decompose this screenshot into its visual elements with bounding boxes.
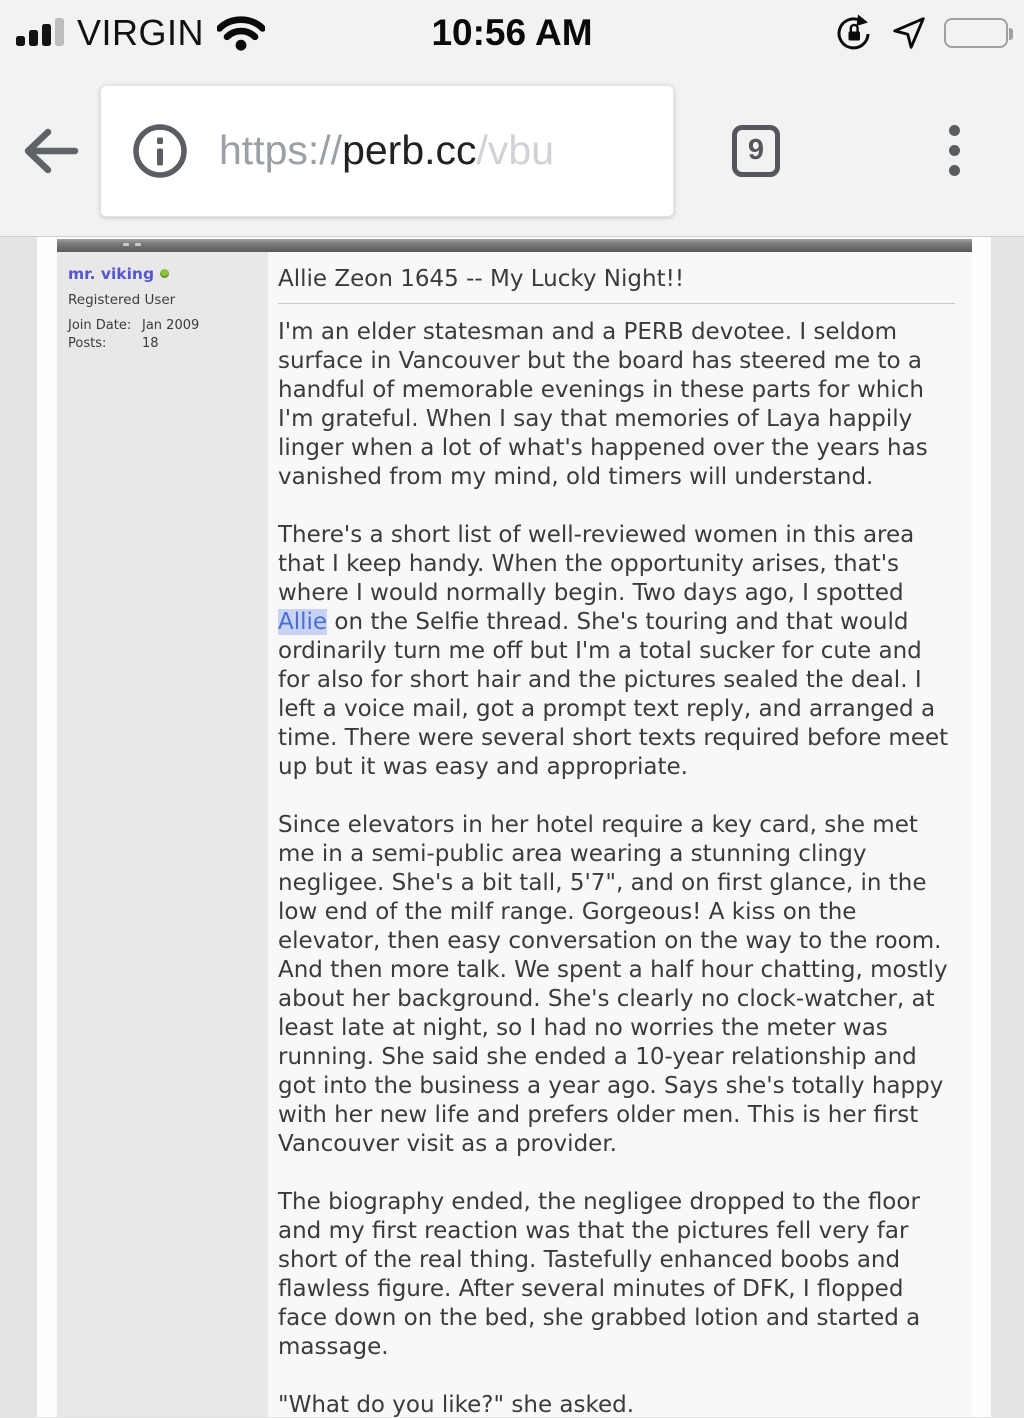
forum-post: [57, 239, 972, 1417]
paragraph-3: Since elevators in her hotel require a key card, she met me in a semi-public area wearing a stunning clingy negligee. She's a bit tall, 5'7", and on first glance, in the low end of the milf range. Gorgeous! A kiss on the elevator, then easy conversation on the way to the room. And then more talk. We spent a half hour chatting, mostly about her background. She's clearly no clock-watcher, at least late at night, so I had no worries the meter was running. She said she ended a 10-year relationship and got into the business a year ago. Says she's totally happy with her new life and prefers older men. This is her first Vancouver visit as a provider.: [278, 812, 948, 1157]
wifi-icon: [217, 14, 265, 52]
title-divider: [278, 303, 955, 304]
post-header-bar: [57, 239, 972, 252]
status-bar-right: [834, 13, 1008, 53]
carrier-label: VIRGIN: [77, 11, 205, 53]
user-title: Registered User: [68, 292, 176, 308]
url-fade-overlay: [603, 86, 673, 216]
location-arrow-icon: [891, 15, 927, 51]
back-arrow-icon: [21, 125, 79, 177]
paragraph-2-after: on the Selfie thread. She's touring and that would ordinarily turn me off but I'm a total sucker for cute and for also for short hair and the pictures sealed the deal. I left a voice mail, got a prompt text reply, and arranged a time. There were several short texts required before meet up but it was easy and appropriate.: [278, 609, 949, 780]
username-link[interactable]: mr. viking: [68, 265, 155, 283]
clipped-header-text: [123, 243, 141, 246]
paragraph-1: I'm an elder statesman and a PERB devotee. I seldom surface in Vancouver but the board has steered me to a handful of memorable evenings in these parts for which I'm grateful. When I say that memories of Laya happily linger when a lot of what's happened over the years has vanished from my mind, old timers will understand.: [278, 319, 928, 490]
paragraph-5: "What do you like?" she asked.: [278, 1392, 635, 1417]
browser-toolbar: [0, 65, 1024, 237]
join-date-value: Jan 2009: [142, 318, 200, 333]
tab-count-label: 9: [747, 134, 765, 166]
web-page: [0, 237, 1024, 1417]
orientation-lock-icon: [834, 13, 874, 53]
status-bar-left: [16, 12, 265, 54]
paragraph-4: The biography ended, the negligee dropped to the floor and my first reaction was that the pictures fell very far short of the real thing. Tastefully enhanced boobs and flawless figure. After several minutes of DFK, I flopped face down on the bed, she grabbed lotion and started a massage.: [278, 1189, 921, 1360]
battery-icon: [944, 18, 1008, 48]
back-button[interactable]: [0, 125, 100, 177]
join-date-row: [68, 318, 260, 333]
user-stats: [68, 318, 260, 351]
url-scheme: https://: [219, 127, 343, 173]
post-row: [57, 252, 972, 1417]
online-status-icon: [160, 269, 169, 278]
post-body-text: [278, 318, 955, 1417]
post-title: Allie Zeon 1645 -- My Lucky Night!!: [278, 266, 685, 292]
status-bar: [0, 0, 1024, 65]
cellular-signal-icon: [16, 19, 64, 47]
posts-value: 18: [142, 336, 159, 351]
clock-label: 10:56 AM: [431, 11, 593, 53]
author-cell: [57, 252, 268, 1417]
url-path: /vbu: [476, 127, 555, 173]
paragraph-2: [278, 521, 955, 782]
posts-row: [68, 336, 260, 351]
allie-link[interactable]: Allie: [278, 609, 328, 635]
url-text: [219, 127, 554, 174]
posts-label: Posts:: [68, 336, 107, 351]
browser-menu-button[interactable]: [943, 119, 966, 182]
tab-switcher-button[interactable]: [732, 125, 780, 177]
paragraph-2-before: There's a short list of well-reviewed women in this area that I keep handy. When the opportunity arises, that's where I would normally begin. Two days ago, I spotted: [278, 522, 915, 606]
page-body: [37, 237, 991, 1417]
url-bar[interactable]: [100, 85, 674, 217]
kebab-menu-icon: [949, 125, 960, 176]
page-info-icon[interactable]: [131, 122, 189, 180]
url-domain: perb.cc: [342, 127, 477, 173]
post-content-cell: [268, 252, 972, 1417]
join-date-label: Join Date:: [68, 318, 132, 333]
